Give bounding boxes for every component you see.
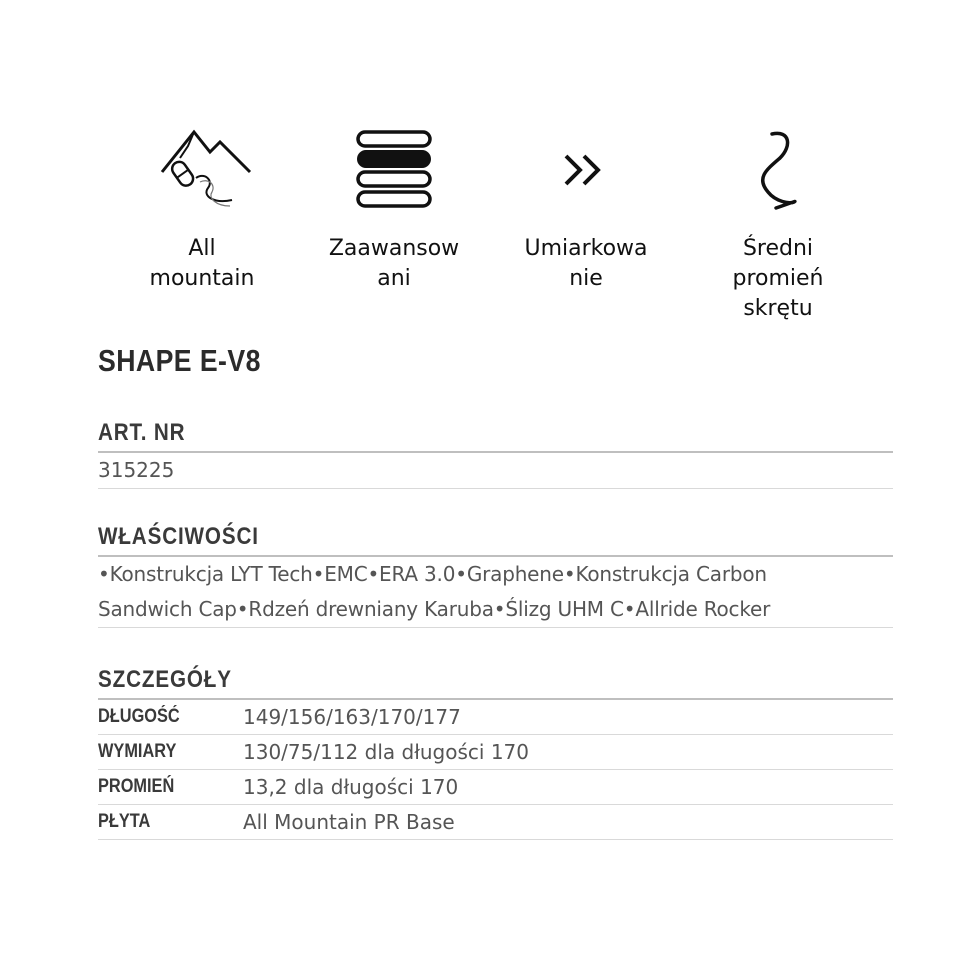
properties-section [98, 522, 893, 628]
divider [98, 488, 893, 489]
article-number-value: 315225 [98, 458, 175, 482]
details-section [98, 665, 893, 840]
feature-medium-radius [682, 120, 874, 324]
article-number-heading: ART. NR [98, 419, 186, 446]
feature-label-radius: Średni promień skrętu [732, 236, 824, 321]
double-chevron-right-icon [536, 120, 636, 220]
detail-key: PŁYTA [98, 811, 151, 832]
detail-key: WYMIARY [98, 741, 177, 762]
feature-advanced [298, 120, 490, 324]
article-number-section [98, 418, 893, 489]
detail-value: All Mountain PR Base [243, 810, 455, 834]
properties-text [98, 557, 893, 627]
feature-label-speed: Umiarkowa nie [524, 236, 648, 291]
details-heading: SZCZEGÓŁY [98, 666, 232, 693]
detail-value: 130/75/112 dla długości 170 [243, 740, 529, 764]
feature-label-level: Zaawansow ani [328, 236, 460, 291]
feature-moderate [490, 120, 682, 324]
detail-value: 149/156/163/170/177 [243, 705, 461, 729]
properties-heading: WŁAŚCIWOŚCI [98, 523, 259, 550]
feature-all-mountain [106, 120, 298, 324]
mountain-icon [152, 120, 252, 220]
detail-key: PROMIEŃ [98, 776, 175, 797]
properties-line: Sandwich Cap•Rdzeń drewniany Karuba•Ślizg UHM C•Allride Rocker [98, 597, 771, 621]
detail-row-dimensions [98, 735, 893, 770]
detail-row-plate [98, 805, 893, 840]
feature-icons-row [106, 120, 874, 324]
detail-key: DŁUGOŚĆ [98, 706, 180, 727]
detail-row-radius [98, 770, 893, 805]
detail-value: 13,2 dla długości 170 [243, 775, 459, 799]
product-title: SHAPE E-V8 [98, 343, 261, 378]
feature-label-terrain: All mountain [149, 236, 255, 291]
divider [98, 627, 893, 628]
properties-line: •Konstrukcja LYT Tech•EMC•ERA 3.0•Graphene•Konstrukcja Carbon [98, 562, 767, 586]
layers-icon [344, 120, 444, 220]
detail-row-length [98, 700, 893, 735]
turn-radius-icon [728, 120, 828, 220]
